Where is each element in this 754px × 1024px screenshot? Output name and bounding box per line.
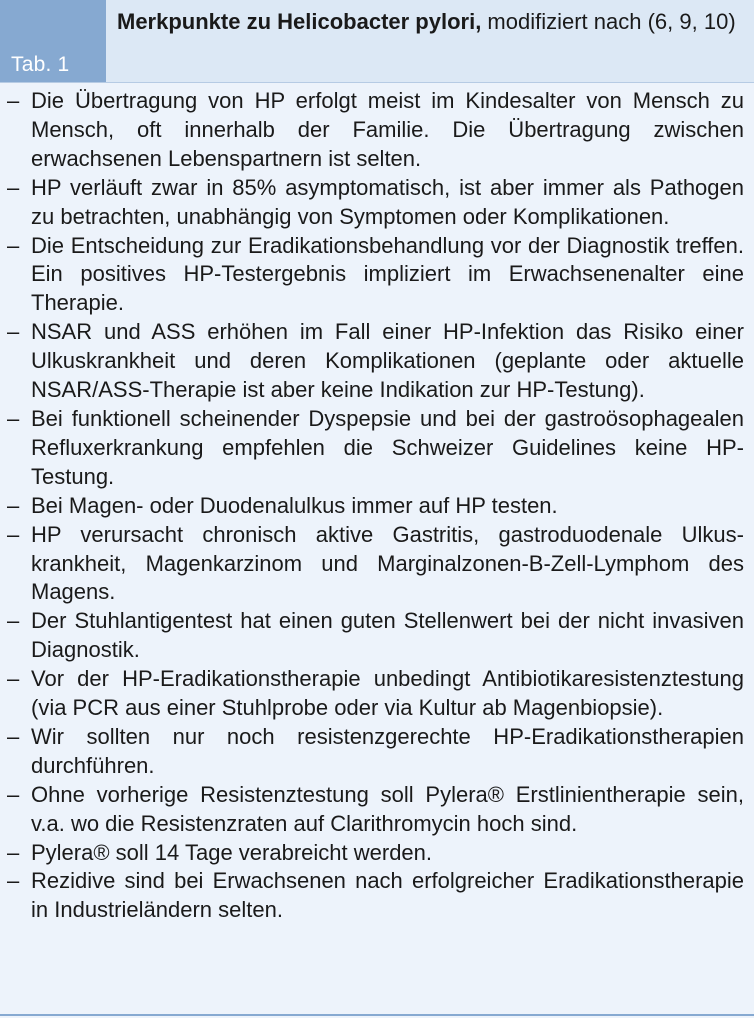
- list-item-text: Ohne vorherige Resistenztestung soll Pylera® Erstlinientherapie sein, v.a. wo die Resistenzraten auf Clarithromycin hoch sind.: [31, 781, 744, 836]
- list-item: [7, 867, 744, 925]
- list-item: [7, 174, 744, 232]
- list-item-text: Bei funktionell scheinender Dyspepsie und bei der gastroösophagealen Refluxerkrankung empfehlen die Schweizer Guidelines keine HP-Testung.: [31, 405, 744, 489]
- list-item-text: HP verläuft zwar in 85% asymptomatisch, ist aber immer als Pathogen zu betrachten, unabhängig von Symptomen oder Komplikationen.: [31, 174, 744, 229]
- list-item-text: Vor der HP-Eradikationstherapie unbedingt Antibiotikaresistenztestung (via PCR aus einer Stuhlprobe oder via Kultur ab Magenbiopsie).: [31, 666, 744, 721]
- table-number: Tab. 1: [11, 53, 70, 76]
- list-item-text: Die Entscheidung zur Eradikationsbehandlung vor der Diagnostik treffen. Ein positives HP-Testergebnis impliziert im Erwachsenenalter eine Therapie.: [31, 232, 744, 316]
- list-item: [7, 232, 744, 319]
- list-item-text: NSAR und ASS erhöhen im Fall einer HP-Infektion das Risiko einer Ulkuskrankheit und deren Komplikationen (geplante oder aktuelle NSAR/ASS-Therapie ist aber keine Indikation zur HP-Testung).: [31, 319, 744, 403]
- table-bottom-rule: [0, 1014, 754, 1016]
- list-item: [7, 87, 744, 174]
- list-item-text: Wir sollten nur noch resistenzgerechte HP-Eradikationstherapien durchführen.: [31, 723, 744, 778]
- list-item-text: Der Stuhlantigentest hat einen guten Stellenwert bei der nicht invasiven Diagnostik.: [31, 608, 744, 663]
- list-item: [7, 607, 744, 665]
- list-item-text: Rezidive sind bei Erwachsenen nach erfolgreicher Eradikationstherapie in Industrieländern selten.: [31, 868, 744, 923]
- table-title-rest: modifiziert nach (6, 9, 10): [481, 9, 736, 34]
- list-item-text: HP verursacht chronisch aktive Gastritis, gastroduodenale Ulkuskrankheit, Magenkarzinom und Marginalzonen-B-Zell-Lymphom des Magens.: [31, 521, 744, 605]
- bullet-dash: –: [7, 666, 20, 692]
- table-number-tab: [0, 0, 106, 82]
- bullet-dash: –: [7, 608, 20, 634]
- list-item: [7, 405, 744, 492]
- bullet-dash: –: [7, 521, 20, 547]
- list-item: [7, 492, 744, 521]
- bullet-dash: –: [7, 781, 20, 807]
- list-item: [7, 318, 744, 405]
- list-item: [7, 781, 744, 839]
- bullet-dash: –: [7, 174, 20, 200]
- bullet-dash: –: [7, 88, 20, 113]
- bullet-dash: –: [7, 723, 20, 749]
- list-item: [7, 723, 744, 781]
- list-item-text: Bei Magen- oder Duodenalulkus immer auf HP testen.: [31, 492, 558, 518]
- bullet-dash: –: [7, 868, 20, 894]
- bullet-dash: –: [7, 232, 20, 258]
- bullet-dash: –: [7, 319, 20, 345]
- bullet-dash: –: [7, 492, 20, 518]
- table-header: [0, 0, 754, 82]
- list-item: [7, 839, 744, 868]
- list-item-text: Die Übertragung von HP erfolgt meist im Kindesalter von Mensch zu Mensch, oft innerhalb der Familie. Die Übertragung zwischen erwachsenen Lebenspartnern ist selten.: [31, 88, 744, 171]
- list-item-text: Pylera® soll 14 Tage verabreicht werden.: [31, 839, 433, 865]
- list-item: [7, 521, 744, 608]
- table-body: [0, 82, 754, 1018]
- bullet-dash: –: [7, 839, 20, 865]
- key-points-list: [7, 87, 744, 925]
- table-title: [106, 0, 754, 82]
- list-item: [7, 665, 744, 723]
- table-title-bold: Merkpunkte zu Helicobacter pylori,: [117, 9, 482, 34]
- bullet-dash: –: [7, 405, 20, 431]
